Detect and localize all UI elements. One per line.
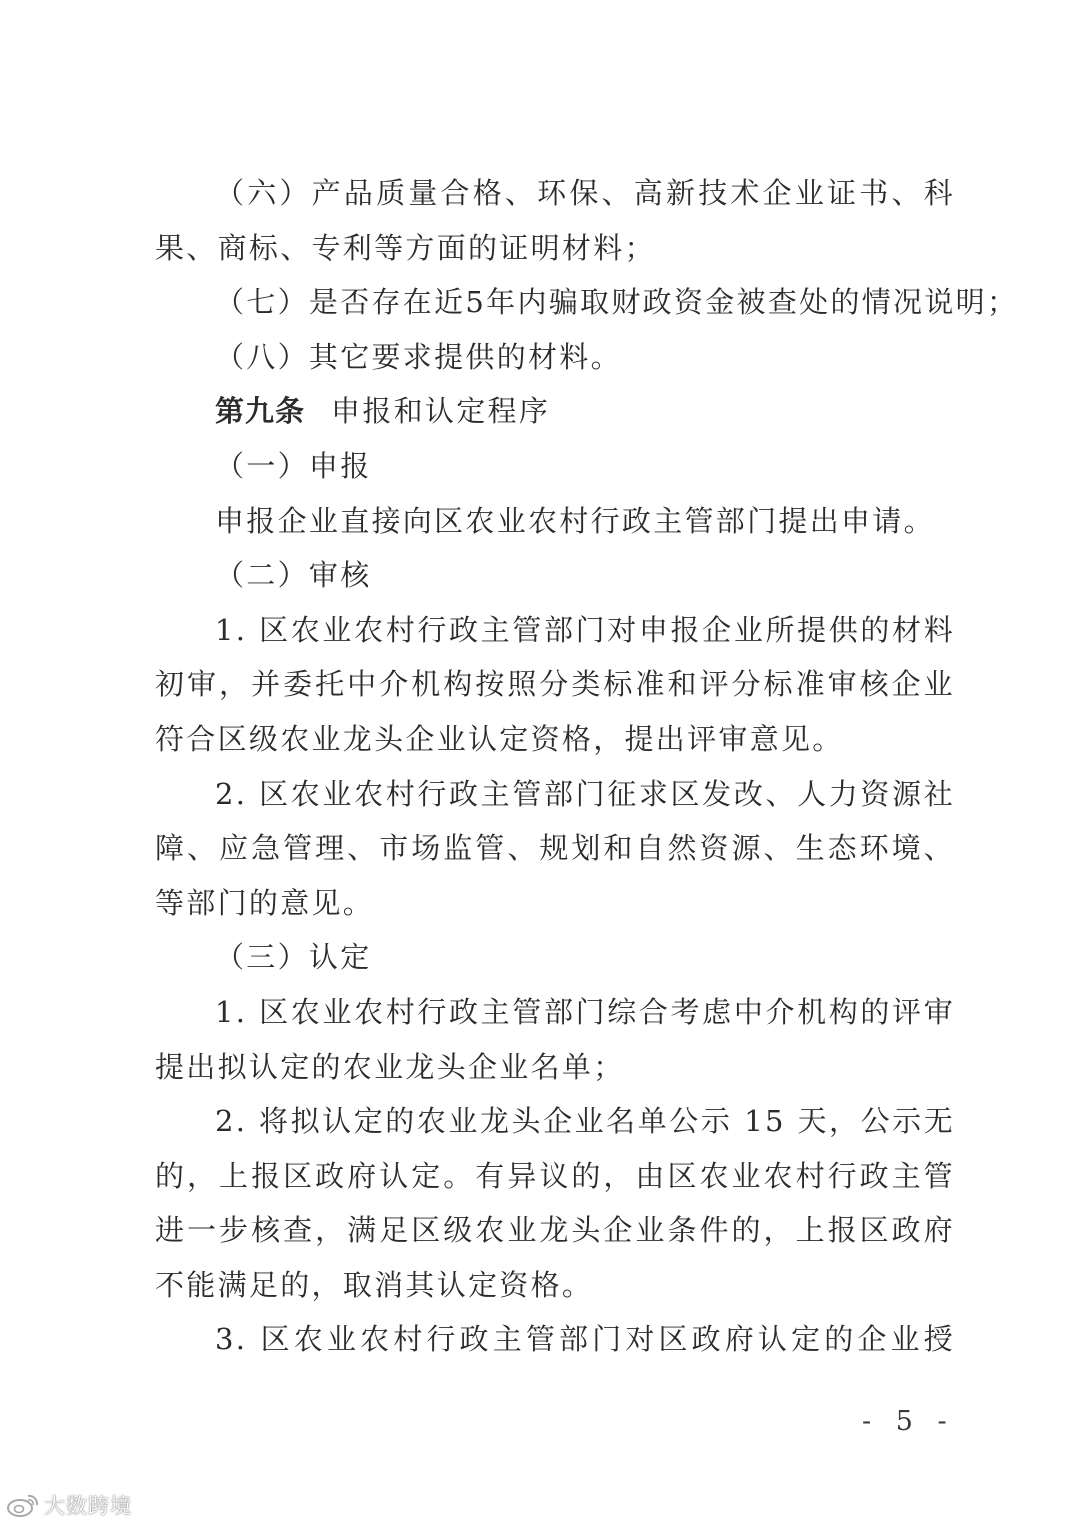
text-line: 的，上报区政府认定。有异议的，由区农业农村行政主管 — [155, 1158, 955, 1193]
document-body — [155, 166, 1019, 1367]
text-line: （二）审核 — [215, 558, 372, 593]
text-line: 障、应急管理、市场监管、规划和自然资源、生态环境、 — [155, 831, 955, 866]
text-line: 提出拟认定的农业龙头企业名单； — [155, 1049, 625, 1084]
text-line: 果、商标、专利等方面的证明材料； — [155, 230, 656, 265]
article-number: 第九条 — [215, 394, 306, 429]
article-title: 申报和认定程序 — [331, 394, 551, 429]
text-line: 进一步核查，满足区级农业龙头企业条件的，上报区政府 — [155, 1213, 955, 1248]
watermark — [6, 1490, 132, 1520]
text-line: 符合区级农业龙头企业认定资格，提出评审意见。 — [155, 721, 844, 756]
text-line: （七）是否存在近5年内骗取财政资金被查处的情况说明； — [215, 285, 1019, 320]
text-line: 等部门的意见。 — [155, 885, 375, 920]
text-line: 初审，并委托中介机构按照分类标准和评分标准审核企业 — [155, 667, 955, 702]
text-line: 2. 区农业农村行政主管部门征求区发改、人力资源社 — [215, 776, 955, 811]
text-line: 1. 区农业农村行政主管部门综合考虑中介机构的评审 — [215, 994, 955, 1029]
weibo-logo-icon — [6, 1492, 40, 1518]
text-line: 申报企业直接向区农业农村行政主管部门提出申请。 — [215, 503, 935, 538]
text-line: 不能满足的，取消其认定资格。 — [155, 1267, 594, 1302]
text-line: 1. 区农业农村行政主管部门对申报企业所提供的材料 — [215, 612, 955, 647]
text-line: （六）产品质量合格、环保、高新技术企业证书、科 — [215, 176, 955, 210]
text-line: （一）申报 — [215, 448, 372, 483]
page-number: - 5 - — [862, 1406, 955, 1437]
text-line: （八）其它要求提供的材料。 — [215, 339, 622, 374]
watermark-text: 大数跨境 — [44, 1494, 132, 1518]
text-line: 2. 将拟认定的农业龙头企业名单公示 15 天，公示无 — [215, 1104, 955, 1139]
text-line: 3. 区农业农村行政主管部门对区政府认定的企业授 — [215, 1322, 955, 1357]
article-heading — [155, 384, 955, 439]
text-line: （三）认定 — [215, 940, 372, 975]
